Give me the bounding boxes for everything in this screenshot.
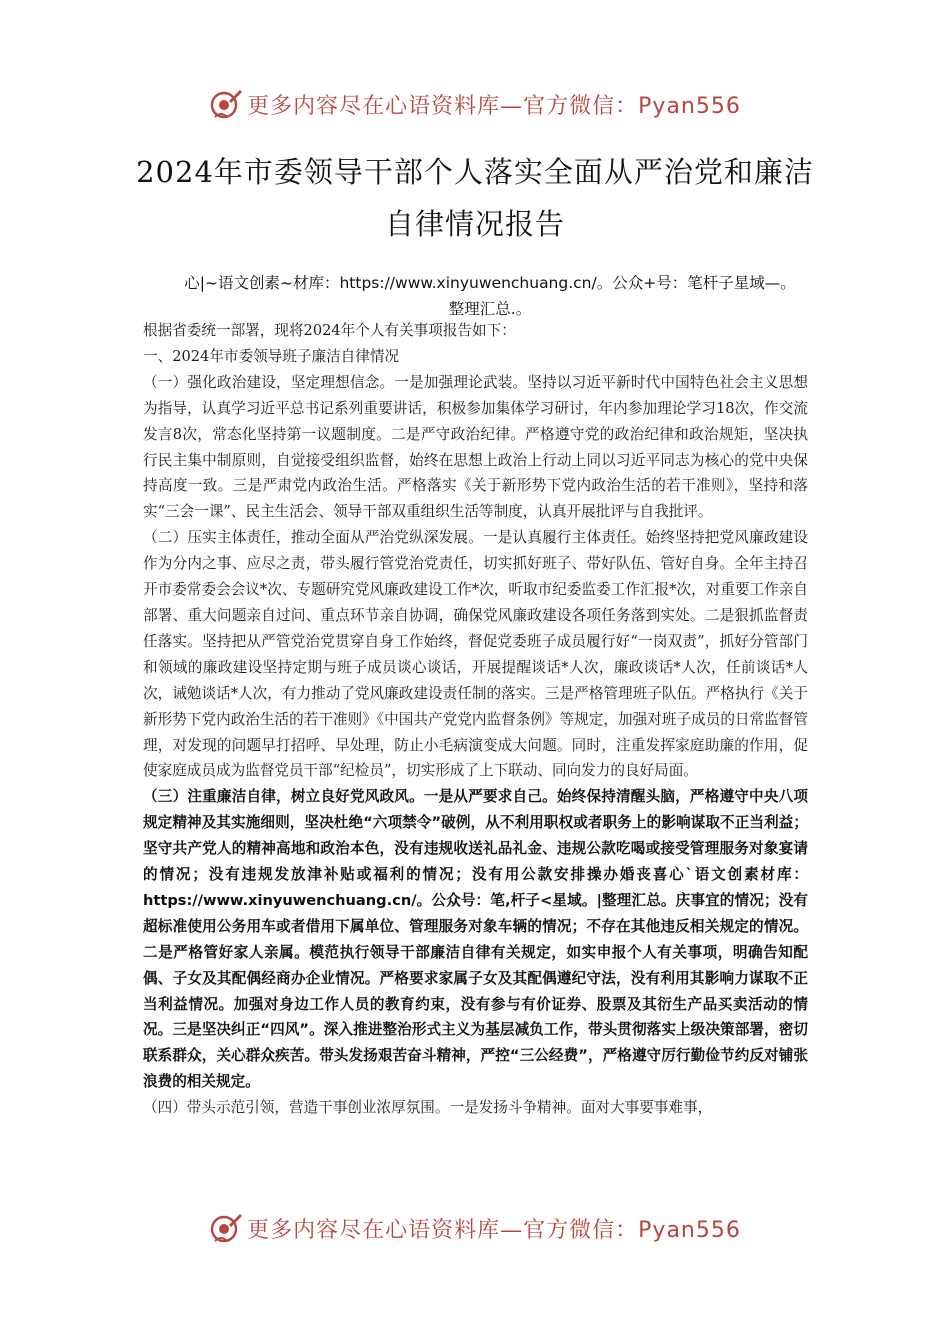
source-note-line-1: 心|~语文创素~材库：https://www.xinyuwenchuang.cn/。公众+号：笔杆子星域—。 (184, 274, 796, 292)
title-line-1: 2024年市委领导干部个人落实全面从严治党和廉洁 (136, 155, 814, 189)
watermark-handle: Pyan556 (638, 1217, 741, 1243)
watermark-banner-top (0, 84, 950, 124)
intro-paragraph: 根据省委统一部署，现将2024年个人有关事项报告如下： (143, 322, 516, 339)
watermark-text: 更多内容尽在心语资料库—官方微信：Pyan556 (247, 1217, 741, 1243)
pen-logo-icon (209, 1211, 243, 1245)
paragraph-leading-example: （四）带头示范引领，营造干事创业浓厚氛围。一是发扬斗争精神。面对大事要事难事， (143, 1099, 713, 1117)
watermark-handle: Pyan556 (638, 93, 741, 119)
paragraph-main-responsibility: （二）压实主体责任，推动全面从严治党纵深发展。一是认真履行主体责任。始终坚持把党风廉政建设作为分内之事、应尽之责，带头履行管党治党责任，切实抓好班子、带好队伍、管好自身。全年主持召开市委常委会会议*次、专题研究党风廉政建设工作*次，听取市纪委监委工作汇报*次，对重要工作亲自部署、重大问题亲自过问、重点环节亲自协调，确保党风廉政建设各项任务落到实处。二是狠抓监督责任落实。坚持把从严管党治党贯穿自身工作始终，督促党委班子成员履行好“一岗双责”，抓好分管部门和领域的廉政建设坚持定期与班子成员谈心谈话，开展提醒谈话*人次，廉政谈话*人次，任前谈话*人次，诫勉谈话*人次，有力推动了党风廉政建设责任制的落实。三是严格管理班子队伍。严格执行《关于新形势下党内政治生活的若干准则》《中国共产党党内监督条例》等规定，加强对班子成员的日常监督管理，对发现的问题早打招呼、早处理，防止小毛病演变成大问题。同时，注重发挥家庭助廉的作用，促使家庭成员成为监督党员干部“纪检员”，切实形成了上下联动、同向发力的良好局面。 (143, 529, 808, 780)
report-body (143, 318, 808, 1121)
source-note-line-2: 整理汇总.。 (448, 300, 532, 318)
pen-logo-icon (209, 87, 243, 121)
section-heading: 一、2024年市委领导班子廉洁自律情况 (143, 347, 400, 365)
title-line-2: 自律情况报告 (384, 207, 565, 241)
watermark-text: 更多内容尽在心语资料库—官方微信：Pyan556 (247, 93, 741, 119)
document-title (80, 146, 870, 250)
paragraph-political-building: （一）强化政治建设，坚定理想信念。一是加强理论武装。坚持以习近平新时代中国特色社会主义思想为指导，认真学习近平总书记系列重要讲话，积极参加集体学习研讨，年内参加理论学习18次，作交流发言8次，常态化坚持第一议题制度。二是严守政治纪律。严格遵守党的政治纪律和政治规矩，坚决执行民主集中制原则，自觉接受组织监督，始终在思想上政治上行动上同以习近平同志为核心的党中央保持高度一致。三是严肃党内政治生活。严格落实《关于新形势下党内政治生活的若干准则》，坚持和落实“三会一课”、民主生活会、领导干部双重组织生活等制度，认真开展批评与自我批评。 (143, 373, 808, 521)
watermark-banner-bottom (0, 1208, 950, 1248)
source-note (140, 270, 840, 322)
paragraph-integrity: （三）注重廉洁自律，树立良好党风政风。一是从严要求自己。始终保持清醒头脑，严格遵守中央八项规定精神及其实施细则，坚决杜绝“六项禁令”破例，从不利用职权或者职务上的影响谋取不正当利益；坚守共产党人的精神高地和政治本色，没有违规收送礼品礼金、违规公款吃喝或接受管理服务对象宴请的情况；没有违规发放津补贴或福利的情况；没有用公款安排操办婚丧喜心`语文创素材库：https://www.xinyuwenchuang.cn/。公众号：笔,杆子<星域。|整理汇总。庆事宜的情况；没有超标准使用公务用车或者借用下属单位、管理服务对象车辆的情况；不存在其他违反相关规定的情况。二是严格管好家人亲属。模范执行领导干部廉洁自律有关规定，如实申报个人有关事项，明确告知配偶、子女及其配偶经商办企业情况。严格要求家属子女及其配偶遵纪守法，没有利用其影响力谋取不正当利益情况。加强对身边工作人员的教育约束，没有参与有价证券、股票及其衍生产品买卖活动的情况。三是坚决纠正“四风”。深入推进整治形式主义为基层减负工作，带头贯彻落实上级决策部署，密切联系群众，关心群众疾苦。带头发扬艰苦奋斗精神，严控“三公经费”，严格遵守厉行勤俭节约反对铺张浪费的相关规定。 (143, 788, 808, 1091)
